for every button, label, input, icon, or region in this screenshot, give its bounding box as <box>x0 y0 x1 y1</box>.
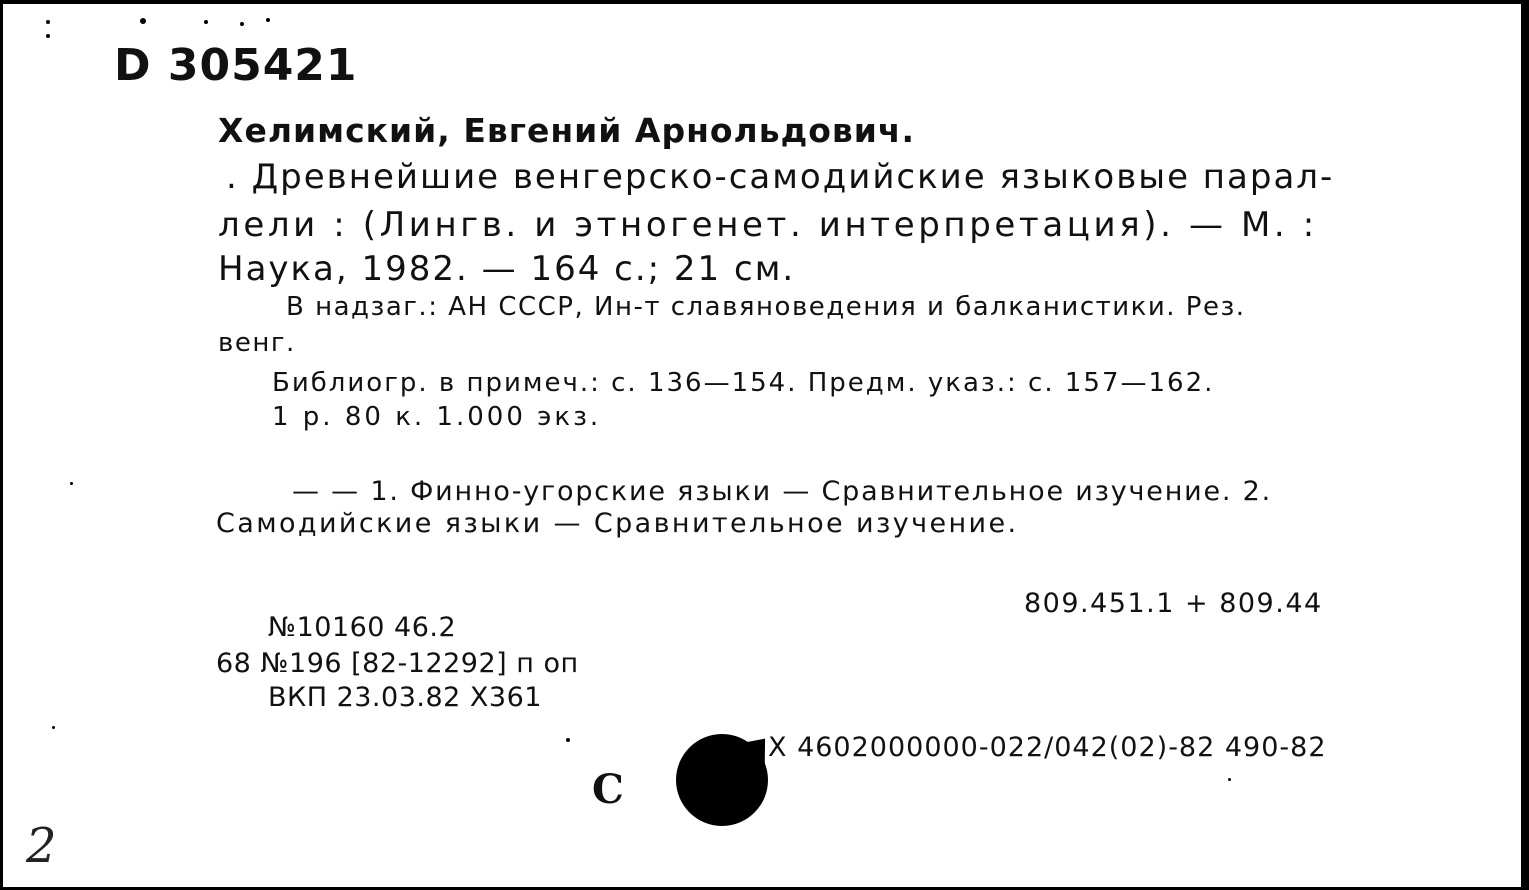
tracing-line-1: — — 1. Финно-угорские языки — Сравнительное изучение. 2. <box>292 476 1273 507</box>
record-line-2: 68 №196 [82-12292] п оп <box>216 648 579 679</box>
isbn-line: Х 4602000000-022/042(02)-82 490-82 <box>768 732 1327 763</box>
tracing-line-2: Самодийские языки — Сравнительное изучение. <box>216 508 1019 539</box>
scan-speck <box>266 18 270 22</box>
title-line-2: лели : (Лингв. и этногенет. интерпретация). — М. : <box>218 205 1318 245</box>
card-right-edge <box>1521 0 1529 890</box>
scan-speck <box>140 18 146 24</box>
title-line-3: Наука, 1982. — 164 с.; 21 см. <box>218 249 796 289</box>
note-line-2: венг. <box>218 328 296 358</box>
scan-speck <box>566 738 570 742</box>
title-line-1: . Древнейшие венгерско-самодийские языковые парал- <box>226 157 1335 197</box>
scan-speck <box>1228 778 1231 781</box>
note-line-4: 1 р. 80 к. 1.000 экз. <box>272 402 602 432</box>
scan-speck <box>70 482 73 485</box>
scan-speck <box>52 726 55 729</box>
copyright-mark: C <box>592 766 624 813</box>
author-heading: Хелимский, Евгений Арнольдович. <box>218 111 916 150</box>
card-top-edge <box>0 0 1529 4</box>
card-left-edge <box>0 0 3 890</box>
scan-speck <box>46 20 50 24</box>
record-line-1: №10160 46.2 <box>268 612 457 643</box>
classification-index: 809.451.1 + 809.44 <box>1024 588 1323 619</box>
scan-speck <box>204 20 208 24</box>
note-line-1: В надзаг.: АН СССР, Ин-т славяноведения и балканистики. Рез. <box>286 292 1246 322</box>
handwritten-number: 2 <box>26 818 57 874</box>
scan-speck <box>46 34 50 38</box>
scan-speck <box>240 22 244 26</box>
call-number: D 305421 <box>114 40 358 91</box>
note-line-3: Библиогр. в примеч.: с. 136—154. Предм. указ.: с. 157—162. <box>272 368 1215 398</box>
record-line-3: ВКП 23.03.82 Х361 <box>268 682 542 713</box>
